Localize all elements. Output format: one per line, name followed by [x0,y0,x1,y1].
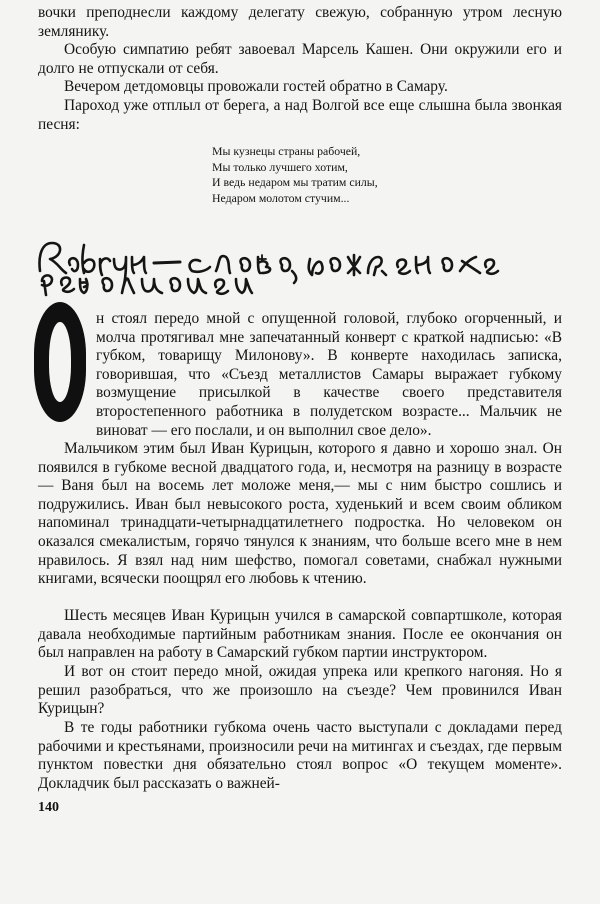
title-stroke [80,279,87,293]
title-stroke [171,278,180,291]
title-stroke [216,256,230,273]
title-stroke [132,257,146,273]
intro-paragraph-4: Пароход уже отплыл от берега, а над Волгой все еще слышна была звонкая песня: [38,97,562,133]
body-paragraph-3: Шесть месяцев Иван Курицын учился в самарской совпартшколе, которая давала необходимые партийным работникам знания. После ее окончания он был направлен на работу в Самарский губком партии инструктором. [38,607,562,662]
body-paragraph-4: И вот он стоит передо мной, ожидая упрека или крепкого нагоняя. Но я решил разобраться, что же произошло на съезде? Чем провинился Иван Курицын? [38,663,562,718]
body-paragraph-1-text: н стоял передо мной с опущенной головой, глубоко огорченный, и молча протягивал мне запечатанный конверт с краткой надписью: «В губком, товарищу Милонову». В конверте находилась записка, говорившая, что «Съезд металлистов Самары выражает губкому возмущение присылкой в качестве своего представителя второстепенного работника в полудетском возрасте... Мальчик не виноват — его послали, и он выполнил свое дело». [96,310,562,439]
title-stroke [443,258,452,271]
title-stroke [142,279,162,293]
intro-paragraph-3: Вечером детдомовцы провожали гостей обратно в Самару. [64,78,448,95]
title-stroke [61,278,74,292]
body-paragraph-1 [38,310,562,440]
title-stroke [368,257,386,275]
title-stroke [281,258,297,283]
intro-paragraph-1: вочки преподнесли каждому делегату свежую, собранную утром лесную землянику. [38,4,562,40]
chapter-title-handwritten [30,235,500,297]
body-paragraph-5: В те годы работники губкома очень часто выступали с докладами перед рабочими и крестьянами, произносили речи на митингах и съездах, где первым пунктом повестки дня обязательно стоял вопрос «О текущем моменте». Докладчик был рассказать о важней- [38,719,562,792]
body-paragraph-2: Мальчиком этим был Иван Курицын, которого я давно и хорошо знал. Он появился в губкоме весной двадцатого года, и, несмотря на разницу в возрасте — Ваня был на восемь лет моложе меня,— мы с ним быстро сошлись и подружились. Иван был невысокого роста, худенький и всем своим обликом напоминал тринадцати-четырнадцатилетнего подростка. Но человеком он оказался смекалистым, горячо тянулся к знаниям, что больше всего мне в нем нравилось. Я взял над ним шефство, помогал советами, снабжал нужными книгами, всячески поощрял его любовь к чтению. [38,440,562,588]
drop-cap-letter [34,302,35,303]
verse-line: И ведь недаром мы тратим силы, [212,175,378,190]
title-stroke [83,245,95,273]
title-stroke [236,279,252,293]
title-stroke [485,260,498,274]
title-stroke [348,255,360,275]
title-stroke [103,278,112,291]
title-stroke [331,258,340,271]
title-stroke [416,257,430,273]
title-stroke [100,258,110,275]
title-stroke [42,275,52,295]
verse-line: Недаром молотом стучим... [212,190,350,205]
title-stroke [215,280,228,294]
title-stroke [460,257,480,273]
title-stroke [188,279,206,293]
title-stroke [40,243,67,273]
intro-paragraph-2: Особую симпатию ребят завоевал Марсель Кашен. Они окружили его и долго не отпускали от себя. [38,41,562,77]
title-stroke [154,262,180,263]
title-stroke [309,259,323,275]
verse-line: Мы кузнецы страны рабочей, [212,144,361,158]
drop-cap-spacer [38,310,96,440]
verse-line: Мы только лучшего хотим, [212,159,348,174]
title-stroke [69,258,78,271]
title-stroke [190,260,210,272]
page-number: 140 [38,800,59,815]
title-stroke [241,258,250,271]
song-verse [212,144,378,206]
title-stroke [397,260,410,274]
